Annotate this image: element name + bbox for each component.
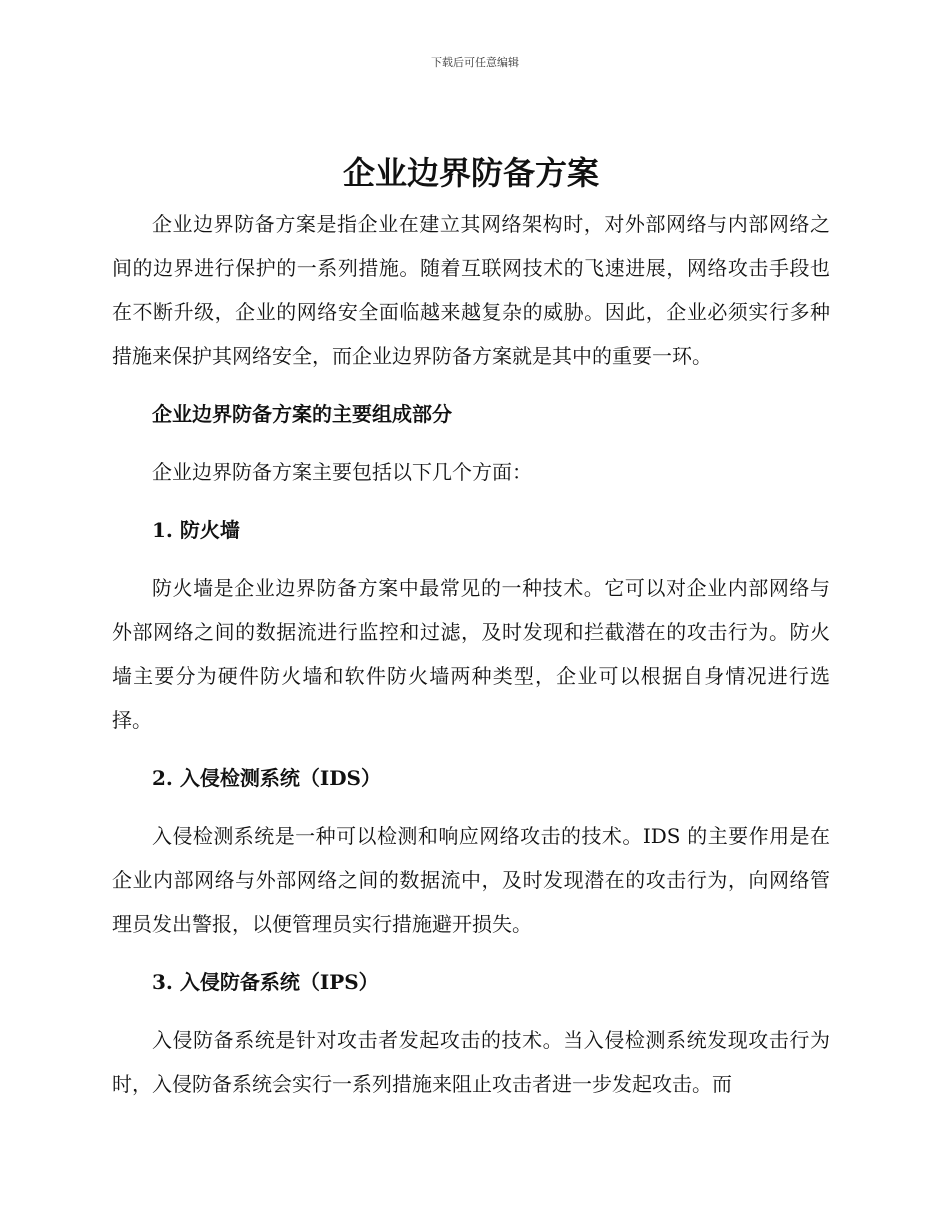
item-heading-ips: 3. 入侵防备系统（IPS） (152, 970, 379, 994)
item-text-firewall: 防火墙是企业边界防备方案中最常见的一种技术。它可以对企业内部网络与外部网络之间的数据流进行监控和过滤，及时发现和拦截潜在的攻击行为。防火墙主要分为硬件防火墙和软件防火墙两种类型，企业可以根据自身情况进行选择。 (112, 576, 830, 732)
item-heading-ids: 2. 入侵检测系统（IDS） (152, 766, 381, 790)
item-text-ids: 入侵检测系统是一种可以检测和响应网络攻击的技术。IDS 的主要作用是在企业内部网络与外部网络之间的数据流中，及时发现潜在的攻击行为，向网络管理员发出警报，以便管理员实行措施避开损失。 (112, 824, 830, 936)
intro-paragraph: 企业边界防备方案是指企业在建立其网络架构时，对外部网络与内部网络之间的边界进行保护的一系列措施。随着互联网技术的飞速进展，网络攻击手段也在不断升级，企业的网络安全面临越来越复杂的威胁。因此，企业必须实行多种措施来保护其网络安全，而企业边界防备方案就是其中的重要一环。 (112, 212, 830, 368)
document-title: 企业边界防备方案 (342, 154, 599, 192)
item-heading-firewall: 1. 防火墙 (152, 518, 240, 542)
document-page (112, 150, 830, 1106)
section-heading: 企业边界防备方案的主要组成部分 (152, 402, 452, 426)
item-text-ips: 入侵防备系统是针对攻击者发起攻击的技术。当入侵检测系统发现攻击行为时，入侵防备系统会实行一系列措施来阻止攻击者进一步发起攻击。而 (112, 1028, 830, 1096)
section-intro-paragraph: 企业边界防备方案主要包括以下几个方面： (152, 460, 532, 484)
header-note: 下载后可任意编辑 (431, 56, 519, 69)
